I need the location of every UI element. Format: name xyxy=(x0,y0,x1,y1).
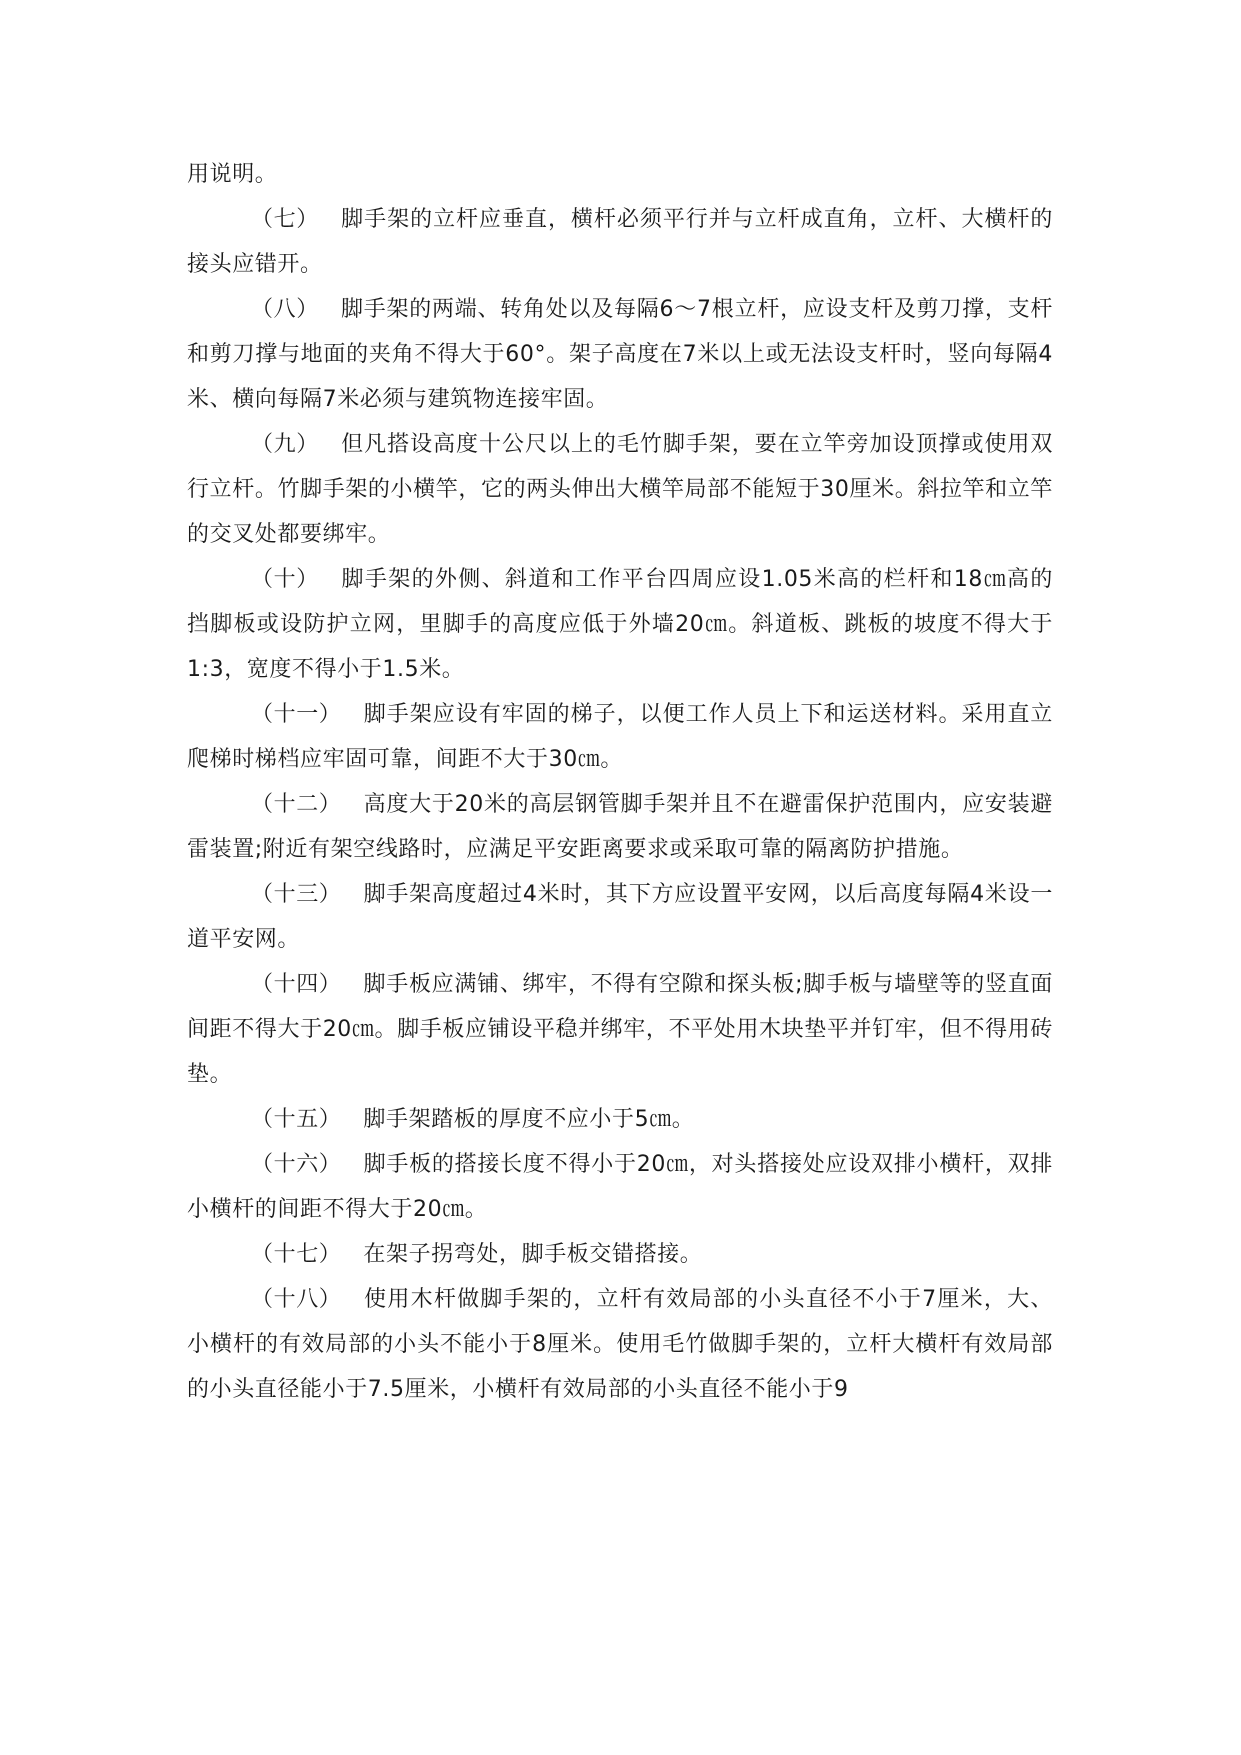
item-10 xyxy=(187,557,1053,692)
lead-paragraph: 用说明。 xyxy=(187,162,278,187)
item-number: （七） xyxy=(251,207,319,232)
item-number: （十三） xyxy=(251,882,342,907)
item-14 xyxy=(187,962,1053,1097)
item-text: 脚手架的立杆应垂直，横杆必须平行并与立杆成直角，立杆、大横杆的接头应错开。 xyxy=(187,207,1053,277)
item-number: （十七） xyxy=(251,1242,342,1267)
item-text: 使用木杆做脚手架的，立杆有效局部的小头直径不小于7厘米，大、小横杆的有效局部的小头不能小于8厘米。使用毛竹做脚手架的，立杆大横杆有效局部的小头直径能小于7.5厘米，小横杆有效局部的小头直径不能小于9 xyxy=(187,1287,1053,1402)
item-number: （十一） xyxy=(251,702,342,727)
item-number: （十四） xyxy=(251,972,342,997)
item-9 xyxy=(187,422,1053,557)
item-number: （八） xyxy=(251,297,319,322)
item-text: 但凡搭设高度十公尺以上的毛竹脚手架，要在立竿旁加设顶撑或使用双行立杆。竹脚手架的小横竿，它的两头伸出大横竿局部不能短于30厘米。斜拉竿和立竿的交叉处都要绑牢。 xyxy=(187,432,1053,547)
item-text: 脚手板应满铺、绑牢，不得有空隙和探头板;脚手板与墙壁等的竖直面间距不得大于20㎝。脚手板应铺设平稳并绑牢，不平处用木块垫平并钉牢，但不得用砖垫。 xyxy=(187,972,1053,1087)
item-number: （十五） xyxy=(251,1107,342,1132)
document-body xyxy=(187,152,1053,1412)
item-number: （十六） xyxy=(251,1152,342,1177)
item-11 xyxy=(187,692,1053,782)
item-text: 脚手架的两端、转角处以及每隔6～7根立杆，应设支杆及剪刀撑，支杆和剪刀撑与地面的夹角不得大于60°。架子高度在7米以上或无法设支杆时，竖向每隔4米、横向每隔7米必须与建筑物连接牢固。 xyxy=(187,297,1053,412)
item-text: 高度大于20米的高层钢管脚手架并且不在避雷保护范围内，应安装避雷装置;附近有架空线路时，应满足平安距离要求或采取可靠的隔离防护措施。 xyxy=(187,792,1053,862)
item-number: （十二） xyxy=(251,792,342,817)
item-7 xyxy=(187,197,1053,287)
item-number: （十） xyxy=(251,567,319,592)
item-text: 脚手架应设有牢固的梯子，以便工作人员上下和运送材料。采用直立爬梯时梯档应牢固可靠，间距不大于30㎝。 xyxy=(187,702,1053,772)
item-13 xyxy=(187,872,1053,962)
item-text: 脚手架的外侧、斜道和工作平台四周应设1.05米高的栏杆和18㎝高的挡脚板或设防护立网，里脚手的高度应低于外墙20㎝。斜道板、跳板的坡度不得大于1:3，宽度不得小于1.5米。 xyxy=(187,567,1053,682)
item-text: 脚手板的搭接长度不得小于20㎝，对头搭接处应设双排小横杆，双排小横杆的间距不得大于20㎝。 xyxy=(187,1152,1053,1222)
item-number: （九） xyxy=(251,432,319,457)
item-15 xyxy=(187,1097,1053,1142)
item-17 xyxy=(187,1232,1053,1277)
item-text: 在架子拐弯处，脚手板交错搭接。 xyxy=(363,1242,703,1267)
item-text: 脚手架踏板的厚度不应小于5㎝。 xyxy=(363,1107,695,1132)
item-number: （十八） xyxy=(251,1287,342,1312)
item-16 xyxy=(187,1142,1053,1232)
item-12 xyxy=(187,782,1053,872)
item-8 xyxy=(187,287,1053,422)
item-text: 脚手架高度超过4米时，其下方应设置平安网，以后高度每隔4米设一道平安网。 xyxy=(187,882,1053,952)
item-18 xyxy=(187,1277,1053,1412)
